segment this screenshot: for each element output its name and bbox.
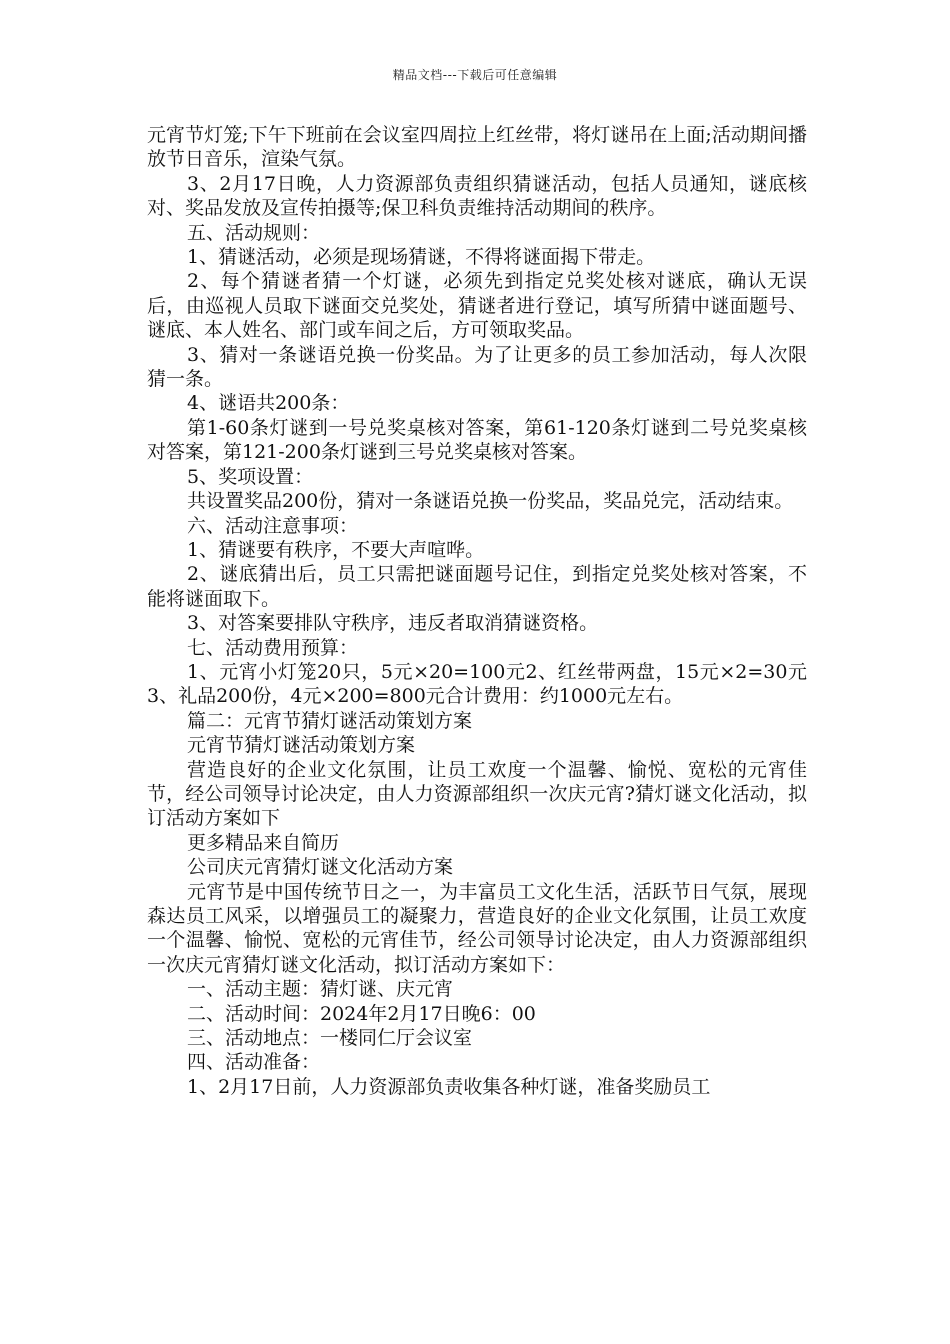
paragraph: 2、谜底猜出后，员工只需把谜面题号记住，到指定兑奖处核对答案，不能将谜面取下。 [147, 563, 807, 610]
section-heading: 四、活动准备： [187, 1051, 321, 1074]
section-heading: 二、活动时间：2024年2月17日晚6：00 [187, 1002, 536, 1025]
paragraph: 1、2月17日前，人力资源部负责收集各种灯谜，准备奖励员工 [187, 1075, 711, 1098]
paragraph: 1、元宵小灯笼20只，5元×20=100元2、红丝带两盘，15元×2=30元3、礼品200份，4元×200=800元合计费用：约1000元左右。 [147, 660, 807, 708]
chapter-title: 篇二：元宵节猜灯谜活动策划方案 [187, 709, 473, 732]
paragraph: 营造良好的企业文化氛围，让员工欢度一个温馨、愉悦、宽松的元宵佳节，经公司领导讨论决定，由人力资源部组织一次庆元宵?猜灯谜文化活动，拟订活动方案如下 [147, 758, 807, 830]
paragraph: 3、猜对一条谜语兑换一份奖品。为了让更多的员工参加活动，每人次限猜一条。 [147, 343, 807, 391]
paragraph: 元宵节灯笼;下午下班前在会议室四周拉上红丝带，将灯谜吊在上面;活动期间播放节日音乐，渲染气氛。 [147, 124, 807, 171]
section-heading: 三、活动地点：一楼同仁厅会议室 [187, 1027, 473, 1050]
paragraph: 1、猜谜要有秩序，不要大声喧哗。 [187, 538, 485, 561]
page-header: 精品文档---下载后可任意编辑 [392, 68, 558, 82]
document-body [147, 123, 807, 1099]
paragraph: 元宵节是中国传统节日之一，为丰富员工文化生活，活跃节日气氛，展现森达员工风采，以增强员工的凝聚力，营造良好的企业文化氛围，让员工欢度一个温馨、愉悦、宽松的元宵佳节，经公司领导讨论决定，由人力资源部组织一次庆元宵猜灯谜文化活动，拟订活动方案如下： [147, 880, 807, 976]
paragraph: 共设置奖品200份，猜对一条谜语兑换一份奖品，奖品兑完，活动结束。 [187, 490, 794, 513]
paragraph: 元宵节猜灯谜活动策划方案 [187, 734, 416, 757]
paragraph: 2、每个猜谜者猜一个灯谜，必须先到指定兑奖处核对谜底，确认无误后，由巡视人员取下谜面交兑奖处，猜谜者进行登记，填写所猜中谜面题号、谜底、本人姓名、部门或车间之后，方可领取奖品。 [147, 270, 807, 342]
paragraph: 5、奖项设置： [187, 465, 314, 488]
section-heading: 五、活动规则： [187, 221, 321, 244]
paragraph: 1、猜谜活动，必须是现场猜谜，不得将谜面揭下带走。 [187, 246, 656, 269]
paragraph: 第1-60条灯谜到一号兑奖桌核对答案，第61-120条灯谜到二号兑奖桌核对答案，第121-200条灯谜到三号兑奖桌核对答案。 [147, 416, 807, 464]
paragraph: 公司庆元宵猜灯谜文化活动方案 [187, 856, 454, 879]
section-heading: 六、活动注意事项： [187, 514, 359, 537]
section-heading: 一、活动主题：猜灯谜、庆元宵 [187, 978, 454, 1001]
section-heading: 七、活动费用预算： [187, 636, 359, 659]
paragraph: 4、谜语共200条： [187, 392, 350, 415]
paragraph: 更多精品来自简历 [187, 831, 340, 854]
paragraph: 3、对答案要排队守秩序，违反者取消猜谜资格。 [187, 612, 599, 635]
paragraph: 3、2月17日晚，人力资源部负责组织猜谜活动，包括人员通知，谜底核对、奖品发放及宣传拍摄等;保卫科负责维持活动期间的秩序。 [147, 172, 807, 220]
